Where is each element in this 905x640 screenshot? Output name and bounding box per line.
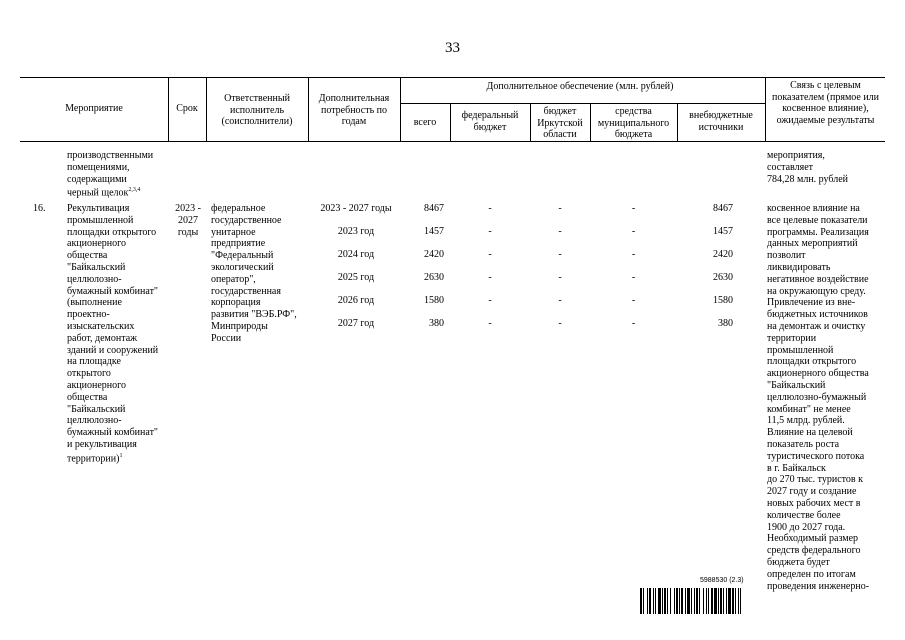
cell-period: 2025 год [337,272,375,283]
cell-municipal: - [631,203,636,214]
cell-regional: - [558,249,562,260]
cell-offbudget: 380 [718,318,733,329]
cell-municipal: - [631,318,636,329]
cell-period: 2023 - 2027 годы [320,203,392,214]
cell-regional: - [558,226,562,237]
row-executor: федеральное государственное унитарное предприятие "Федеральный экологический оператор", государственная корпорация развития "ВЭБ.РФ", Минприроды России [211,203,297,344]
col-header-offbudget: внебюджетные источники [689,110,753,133]
barcode [640,588,865,614]
cell-period: 2027 год [337,318,375,329]
cell-regional: - [558,203,562,214]
row-link: косвенное влияние на все целевые показатели программы. Реализация данных мероприятий позволит ликвидировать негативное воздействие на окружающую среду. Привлечение из вне- бюджетных источников на демонтаж и очистку территории промышленной площадки открытого акционерного общества "Байкальский целлюлозно-бумажный комбинат" не менее 11,5 млрд. рублей. Влияние на целевой показатель роста туристического потока в г. Байкальск до 270 тыс. туристов к 2027 году и создание новых рабочих мест в количестве более 1900 до 2027 года. Необходимый размер средств федерального бюджета будет определен по итогам проведения инженерно- [767,203,870,592]
cell-federal: - [488,226,492,237]
col-header-extra: Дополнительное обеспечение (млн. рублей) [486,81,674,92]
cell-offbudget: 1580 [713,295,733,306]
cell-offbudget: 2630 [713,272,733,283]
cell-period: 2024 год [337,249,375,260]
continuation-measure: производственными помещениями, содержащими черный щелок$^{2,3,4}$ [67,150,154,199]
continuation-link: мероприятия, составляет 784,28 млн. рублей [767,150,849,185]
cell-federal: - [488,272,492,283]
col-header-total: всего [413,117,437,128]
row-number: 16. [33,203,46,214]
cell-regional: - [558,318,562,329]
col-header-executor: Ответственный исполнитель (соисполнители) [221,93,293,127]
cell-regional: - [558,272,562,283]
cell-total: 2420 [424,249,444,260]
barcode-number: 5988530 (2.3) [700,577,744,584]
cell-offbudget: 2420 [713,249,733,260]
cell-offbudget: 1457 [713,226,733,237]
col-header-need: Дополнительная потребность по годам [318,93,390,127]
cell-municipal: - [631,249,636,260]
cell-period: 2026 год [337,295,375,306]
cell-federal: - [488,249,492,260]
cell-total: 8467 [424,203,444,214]
cell-total: 1580 [424,295,444,306]
cell-offbudget: 8467 [713,203,733,214]
col-header-measure: Мероприятие [65,103,123,114]
col-header-term: Срок [176,103,198,114]
cell-municipal: - [631,295,636,306]
cell-total: 2630 [424,272,444,283]
page-number: 33 [445,40,460,56]
cell-federal: - [488,295,492,306]
col-header-municipal: средства муниципального бюджета [597,106,670,140]
cell-municipal: - [631,272,636,283]
cell-regional: - [558,295,562,306]
col-header-federal: федеральный бюджет [461,110,519,133]
cell-total: 1457 [424,226,444,237]
cell-total: 380 [429,318,444,329]
col-header-regional: бюджет Иркутской области [537,106,583,140]
cell-federal: - [488,203,492,214]
row-term: 2023 - 2027 годы [175,203,201,238]
row-measure: Рекультивация промышленной площадки открытого акционерного общества "Байкальский целлюлозно- бумажный комбинат" (выполнение проектно- изыскательских работ, демонтаж зданий и сооружений на площадке открытого акционерного общества "Байкальский целлюлозно- бумажный комбинат" и рекультивация территории)$^1$ [67,203,159,465]
cell-period: 2023 год [337,226,375,237]
cell-federal: - [488,318,492,329]
col-header-link: Связь с целевым показателем (прямое или косвенное влияние), ожидаемые результаты [771,80,880,126]
cell-municipal: - [631,226,636,237]
